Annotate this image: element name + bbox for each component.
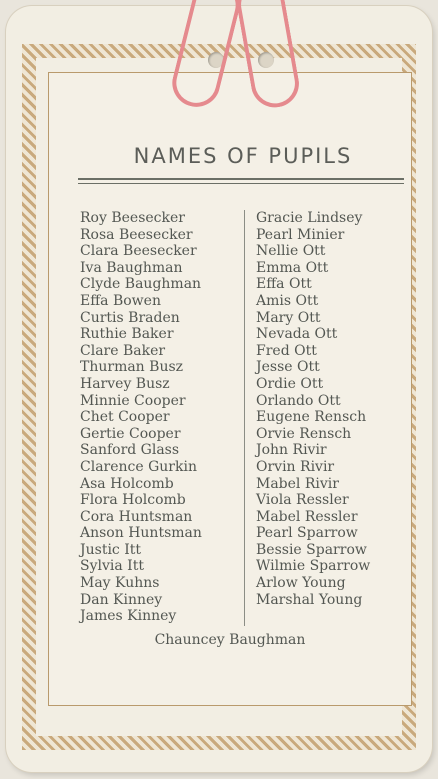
pupil-name: Fred Ott (256, 342, 317, 359)
pupil-name: Iva Baughman (80, 259, 183, 276)
pupil-name: Harvey Busz (80, 375, 170, 392)
pupil-name: Sylvia Itt (80, 558, 144, 575)
pupil-name: Rosa Beesecker (80, 226, 193, 243)
pupil-name: Thurman Busz (80, 359, 184, 376)
pupil-name: Sanford Glass (80, 442, 180, 459)
pupil-name: Jesse Ott (256, 359, 320, 376)
pupil-name: Justic Itt (80, 541, 141, 558)
pupil-list-right (256, 210, 370, 608)
pupil-name: Flora Holcomb (80, 492, 186, 509)
title-rule-thick (78, 178, 404, 180)
pupil-name: Nellie Ott (256, 243, 326, 260)
pupil-name: Clarence Gurkin (80, 458, 197, 475)
pupil-name: Pearl Sparrow (256, 525, 358, 542)
card-title: NAMES OF PUPILS (133, 144, 353, 168)
pupil-name: Emma Ott (256, 259, 329, 276)
pupil-name: Marshal Young (256, 591, 363, 608)
pupil-name: Ruthie Baker (80, 326, 174, 343)
pupil-name: Effa Bowen (80, 292, 161, 309)
pupil-name: Amis Ott (256, 292, 319, 309)
pupil-name: Gertie Cooper (80, 425, 181, 442)
pupil-name: Anson Huntsman (80, 525, 202, 542)
pupil-name: Orvin Rivir (256, 458, 335, 475)
pupil-name: Dan Kinney (80, 591, 163, 608)
pupil-name: Viola Ressler (256, 492, 349, 509)
pupil-name: Roy Beesecker (80, 210, 185, 226)
pupil-name: Mabel Ressler (256, 508, 358, 525)
pupil-name: Curtis Braden (80, 309, 180, 326)
pupil-name: Minnie Cooper (80, 392, 186, 409)
pupil-name: Arlow Young (256, 575, 346, 592)
title-rule-thin (78, 183, 404, 184)
pupil-name: Chet Cooper (80, 409, 170, 426)
pupil-name: Pearl Minier (256, 226, 345, 243)
pupil-name: Nevada Ott (256, 326, 338, 343)
pupil-name: Mary Ott (256, 309, 321, 326)
pupil-name: Orlando Ott (256, 392, 341, 409)
pupil-name: Mabel Rivir (256, 475, 339, 492)
pupil-name: Clyde Baughman (80, 276, 202, 293)
pupil-name: Clara Beesecker (80, 243, 197, 260)
pupil-name: Asa Holcomb (80, 475, 174, 492)
pupil-name: Bessie Sparrow (256, 541, 367, 558)
pupil-name: John Rivir (256, 442, 327, 459)
pupil-name: Orvie Rensch (256, 425, 352, 442)
column-divider (244, 210, 245, 626)
pupil-name: Gracie Lindsey (256, 210, 363, 226)
pupil-name: Cora Huntsman (80, 508, 193, 525)
pupil-name: Wilmie Sparrow (256, 558, 371, 575)
pupil-name: Eugene Rensch (256, 409, 367, 426)
pupil-name: James Kinney (80, 608, 177, 625)
footer-name: Chauncey Baughman (154, 632, 306, 648)
pupil-list-left (80, 210, 202, 625)
pupil-name: May Kuhns (80, 575, 160, 592)
pupil-name: Effa Ott (256, 276, 312, 293)
pupil-name: Ordie Ott (256, 375, 324, 392)
pupil-name: Clare Baker (80, 342, 166, 359)
